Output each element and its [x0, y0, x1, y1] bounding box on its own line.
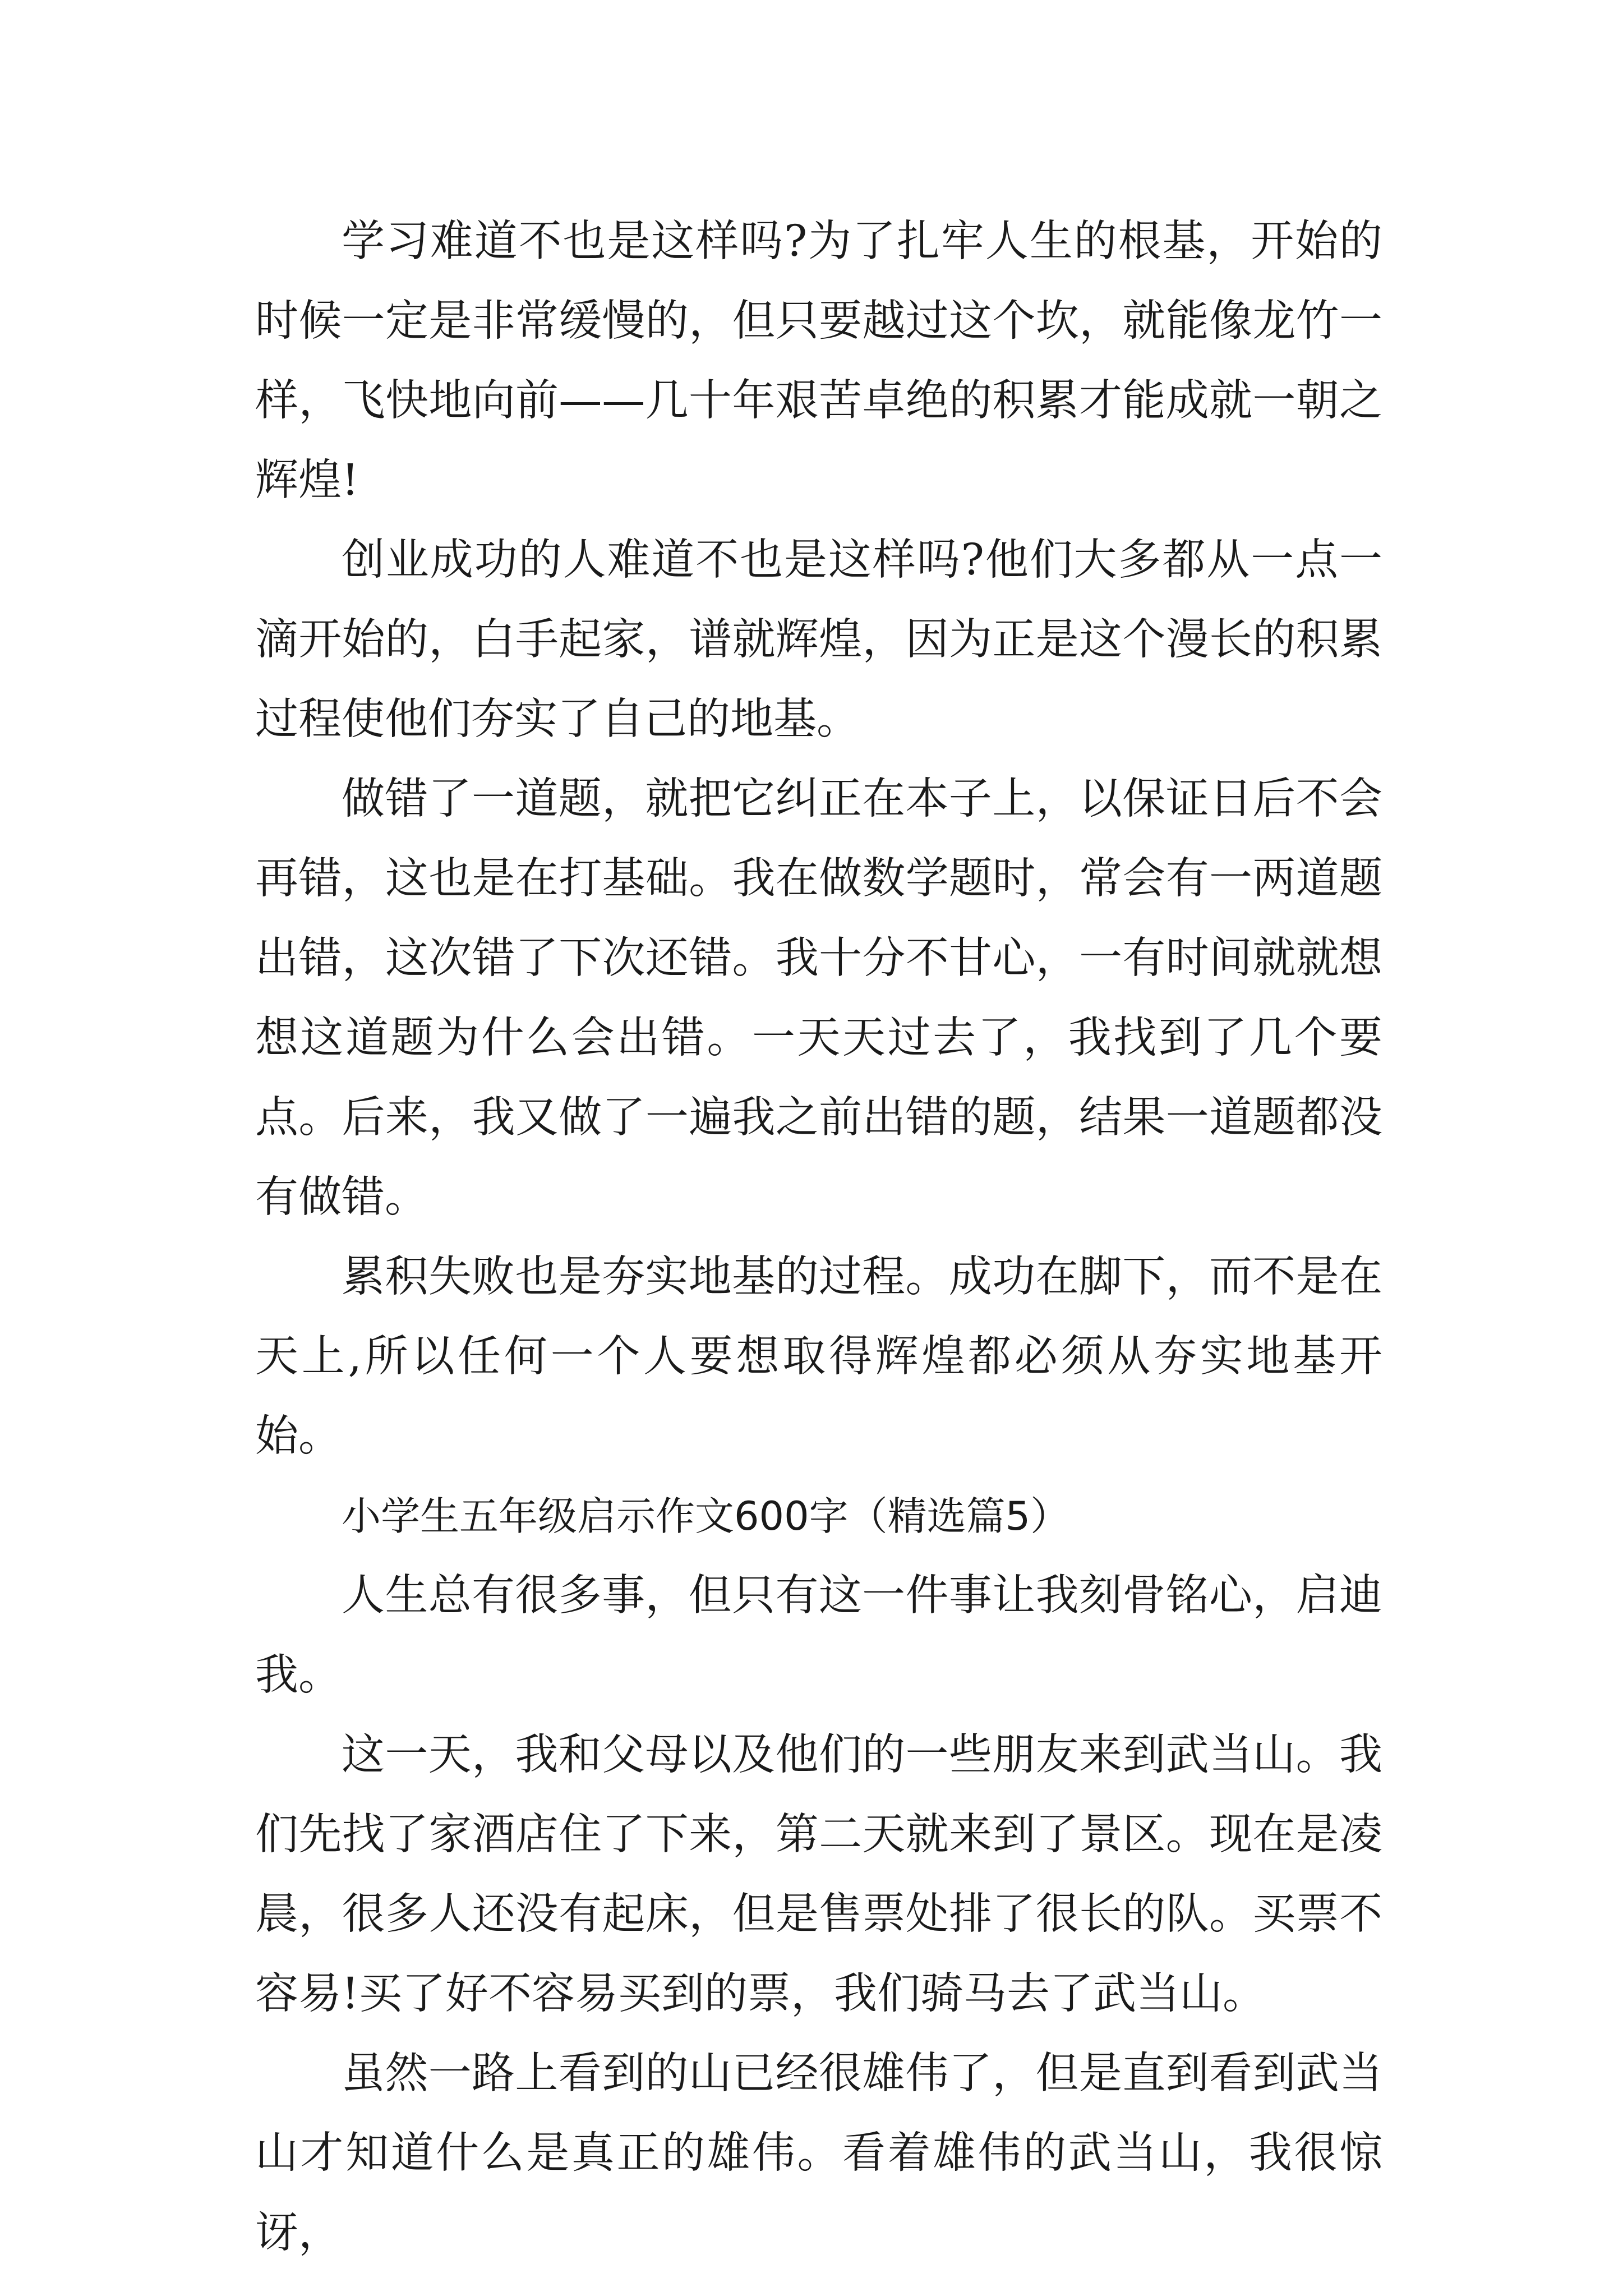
section-heading: 小学生五年级启示作文600字（精选篇5） [342, 1493, 1070, 1539]
document-body [255, 202, 1382, 2273]
paragraph-life-events: 人生总有很多事，但只有这一件事让我刻骨铭心，启迪我。 [255, 1571, 1382, 1700]
paragraph-failure: 累积失败也是夯实地基的过程。成功在脚下，而不是在天上,所以任何一个人要想取得辉煌都必须从夯实地基开始。 [255, 1252, 1382, 1461]
paragraph-wudang-trip: 这一天，我和父母以及他们的一些朋友来到武当山。我们先找了家酒店住了下来，第二天就来到了景区。现在是凌晨，很多人还没有起床，但是售票处排了很长的队。买票不容易!买了好不容易买到的票，我们骑马去了武当山。 [255, 1730, 1382, 2019]
paragraph-entrepreneurs: 创业成功的人难道不也是这样吗?他们大多都从一点一滴开始的，白手起家，谱就辉煌，因为正是这个漫长的积累过程使他们夯实了自己的地基。 [255, 535, 1382, 744]
paragraph-wudang-view: 虽然一路上看到的山已经很雄伟了，但是直到看到武当山才知道什么是真正的雄伟。看着雄伟的武当山，我很惊讶， [255, 2049, 1382, 2258]
paragraph-mistakes: 做错了一道题，就把它纠正在本子上，以保证日后不会再错，这也是在打基础。我在做数学题时，常会有一两道题出错，这次错了下次还错。我十分不甘心，一有时间就就想想这道题为什么会出错。一天天过去了，我找到了几个要点。后来，我又做了一遍我之前出错的题，结果一道题都没有做错。 [255, 774, 1382, 1222]
paragraph-study: 学习难道不也是这样吗?为了扎牢人生的根基，开始的时候一定是非常缓慢的，但只要越过这个坎，就能像龙竹一样，飞快地向前——几十年艰苦卓绝的积累才能成就一朝之辉煌! [255, 217, 1382, 505]
